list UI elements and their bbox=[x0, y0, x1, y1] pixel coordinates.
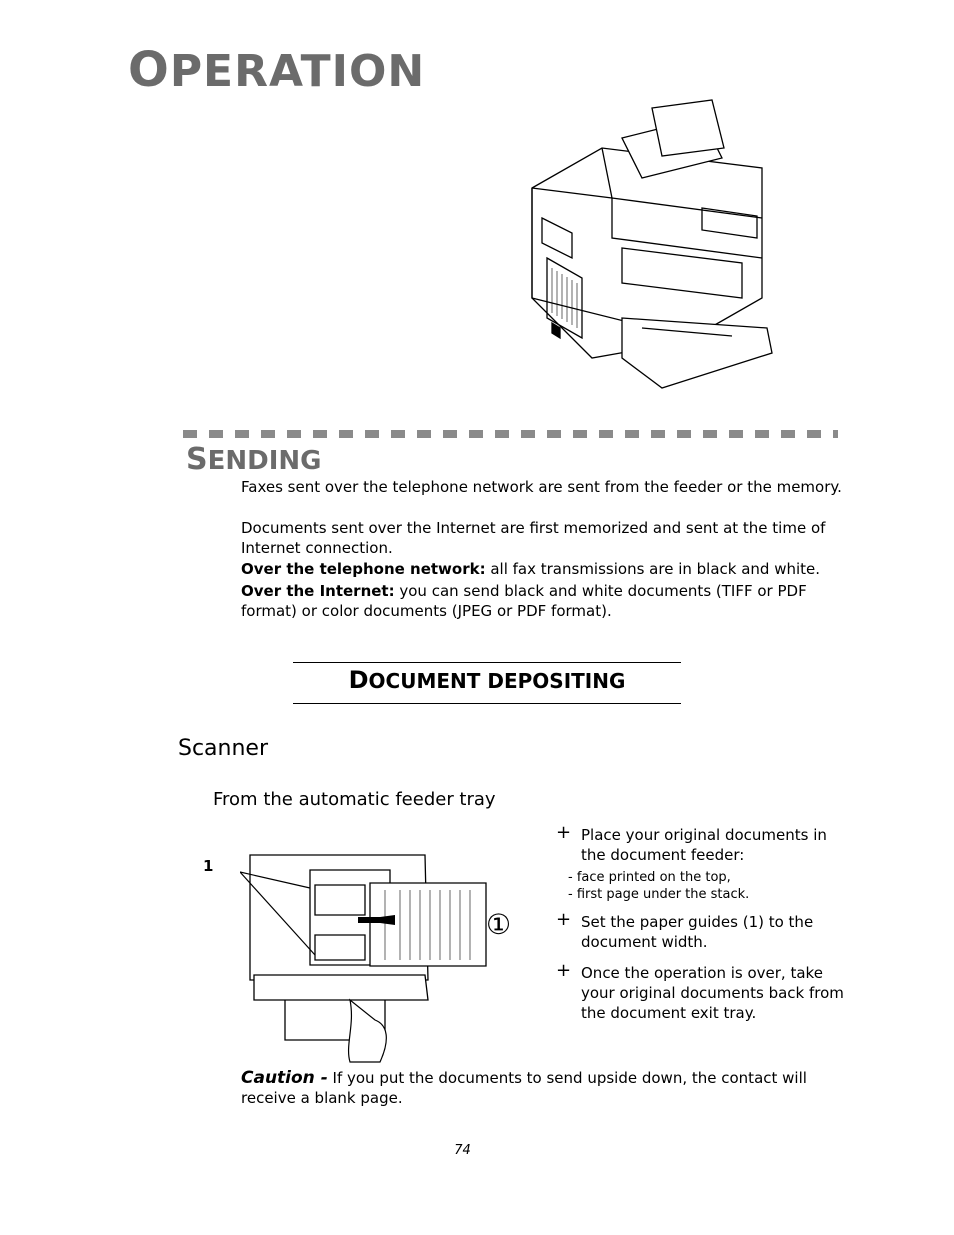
feeder-illustration bbox=[240, 850, 515, 1065]
list-subitem: - first page under the stack. bbox=[568, 887, 750, 902]
paragraph: Faxes sent over the telephone network are sent from the feeder or the memory. bbox=[241, 478, 842, 496]
list-subitem: - face printed on the top, bbox=[568, 870, 731, 885]
list-item: + Once the operation is over, take your original documents back from the document exit tray. bbox=[556, 960, 844, 1022]
page-number: 74 bbox=[454, 1143, 471, 1158]
printer-illustration bbox=[512, 98, 774, 392]
paragraph: Over the Internet: you can send black and white documents (TIFF or PDF format) or color documents (JPEG or PDF format). bbox=[241, 582, 807, 620]
figure-label: 1 bbox=[203, 857, 214, 875]
caution-note: Caution - If you put the documents to send upside down, the contact will receive a blank page. bbox=[241, 1068, 807, 1107]
scanner-heading: Scanner bbox=[178, 736, 269, 761]
list-item: + Place your original documents in the document feeder: bbox=[556, 822, 827, 864]
paragraph: Documents sent over the Internet are first memorized and sent at the time of Internet connection. bbox=[241, 519, 826, 557]
page-title: OPERATION bbox=[128, 42, 426, 98]
section-divider bbox=[183, 430, 838, 438]
paragraph: Over the telephone network: all fax transmissions are in black and white. bbox=[241, 560, 821, 578]
section-heading: SENDING bbox=[186, 442, 322, 477]
subsection-heading: DOCUMENT DEPOSITING bbox=[293, 662, 681, 704]
feeder-heading: From the automatic feeder tray bbox=[213, 789, 496, 810]
circled-label: ① bbox=[486, 908, 512, 941]
list-item: + Set the paper guides (1) to the document width. bbox=[556, 909, 814, 951]
